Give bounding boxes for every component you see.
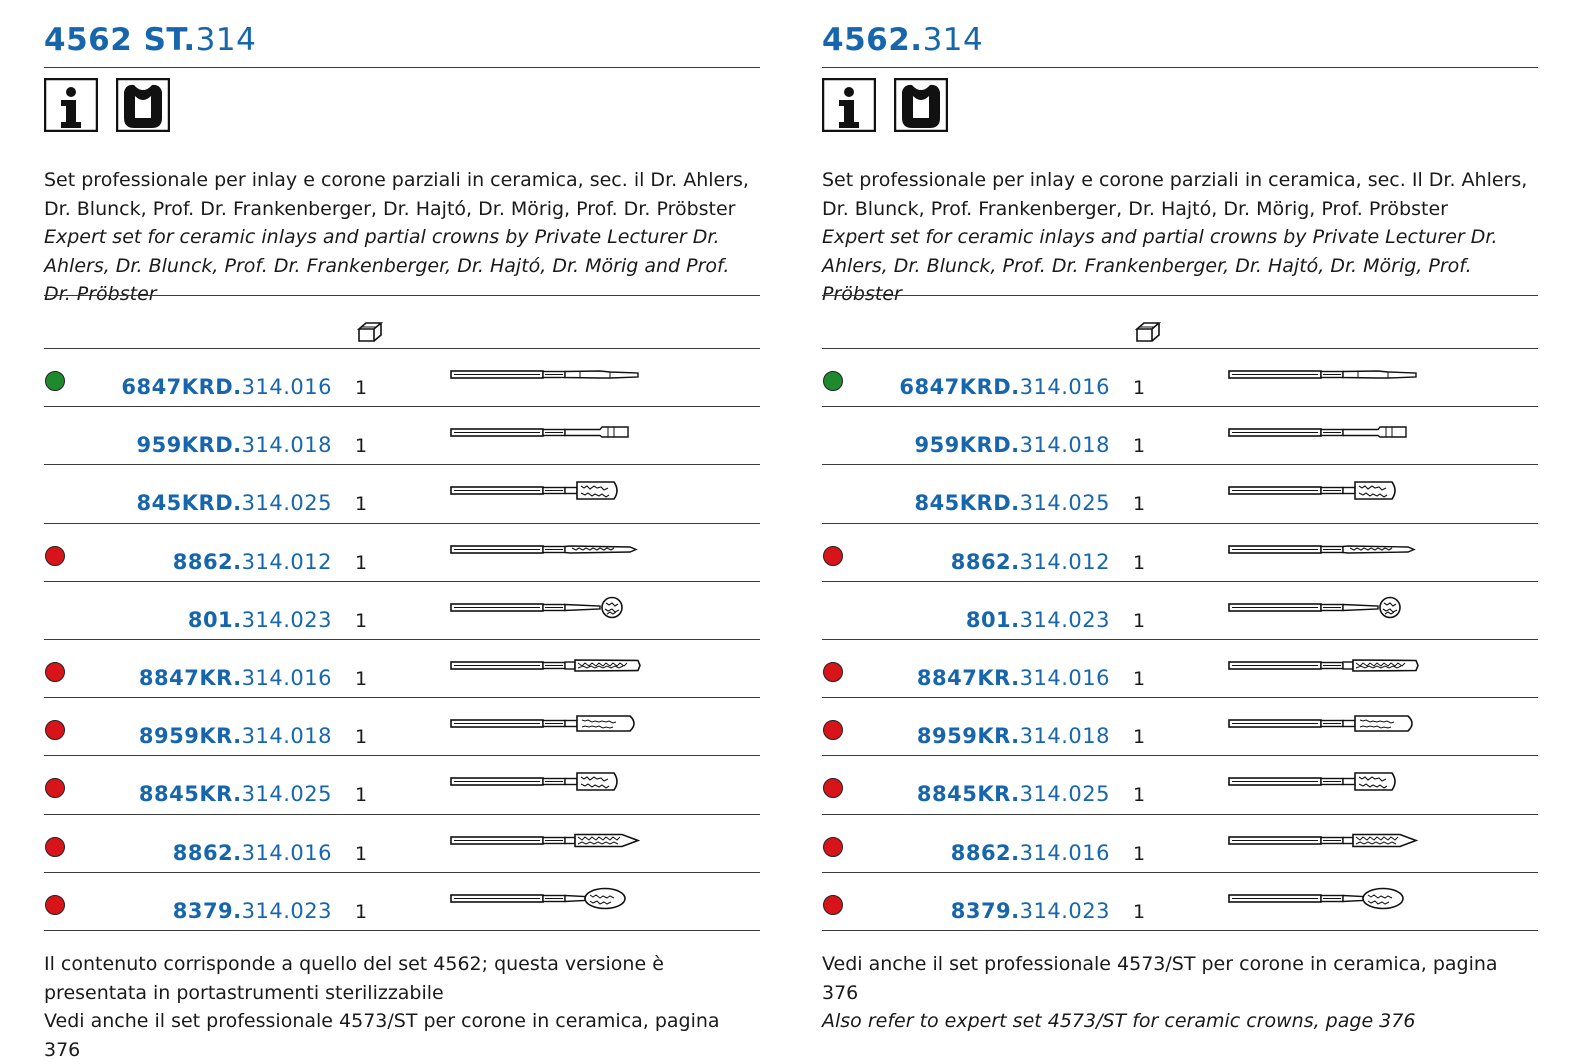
article-code-bold: 8862. — [172, 840, 242, 865]
green-status-dot — [823, 371, 843, 391]
article-code-rest: 314.012 — [1019, 549, 1110, 574]
quantity: 1 — [355, 551, 368, 574]
article-code-rest: 314.016 — [1019, 840, 1110, 865]
article-code — [136, 491, 332, 515]
article-code — [173, 841, 332, 865]
article-row — [822, 464, 1538, 522]
article-code-bold: 8847KR. — [916, 666, 1020, 690]
article-code — [914, 491, 1110, 515]
article-code — [917, 666, 1110, 690]
article-code — [173, 899, 332, 923]
footer-note-1: Vedi anche il set professionale 4573/ST per corone in ceramica, pagina 376 — [822, 953, 1498, 1004]
article-code-bold: 8379. — [950, 898, 1020, 923]
green-status-dot — [45, 371, 65, 391]
article-code-rest: 314.018 — [1019, 724, 1110, 749]
article-code-rest: 314.018 — [241, 433, 332, 458]
title-bold: 4562 ST. — [44, 22, 196, 58]
red-status-dot — [823, 720, 843, 740]
bur-drawing-icon — [450, 478, 642, 503]
red-status-dot — [823, 837, 843, 857]
article-code-bold: 801. — [965, 607, 1020, 632]
quantity: 1 — [1133, 668, 1146, 690]
article-code-rest: 314.016 — [1019, 666, 1110, 690]
bur-drawing-icon — [450, 420, 642, 445]
title-rest: 314 — [922, 22, 984, 58]
red-status-dot — [45, 546, 65, 566]
article-code — [917, 782, 1110, 806]
bur-drawing-icon — [450, 769, 642, 794]
quantity: 1 — [1133, 784, 1146, 807]
bur-drawing-icon — [450, 828, 642, 853]
article-code-rest: 314.023 — [241, 607, 332, 632]
footer-notes — [44, 950, 760, 1064]
quantity: 1 — [355, 435, 368, 458]
divider — [44, 930, 760, 931]
red-status-dot — [45, 837, 65, 857]
package-icon — [357, 321, 383, 343]
bur-drawing-icon — [1228, 362, 1420, 387]
title-bold: 4562. — [822, 22, 923, 58]
article-code — [188, 608, 332, 632]
article-code-rest: 314.018 — [1019, 433, 1110, 458]
article-code-bold: 801. — [187, 607, 242, 632]
quantity: 1 — [1133, 435, 1146, 458]
article-code — [914, 433, 1110, 457]
article-code — [951, 550, 1110, 574]
article-code-bold: 8862. — [950, 840, 1020, 865]
divider — [822, 67, 1538, 68]
article-code — [139, 666, 332, 690]
article-row — [44, 814, 760, 872]
article-row — [822, 348, 1538, 406]
article-code — [173, 550, 332, 574]
info-icon — [44, 78, 98, 132]
article-row — [44, 581, 760, 639]
quantity: 1 — [1133, 551, 1146, 574]
article-code — [951, 899, 1110, 923]
article-code-bold: 8847KR. — [138, 666, 242, 690]
article-row — [822, 755, 1538, 813]
quantity: 1 — [1133, 609, 1146, 632]
description — [822, 166, 1538, 309]
article-code — [899, 375, 1110, 399]
quantity: 1 — [355, 726, 368, 749]
article-row — [822, 523, 1538, 581]
article-code — [917, 724, 1110, 748]
bur-drawing-icon — [450, 362, 642, 387]
article-row — [44, 523, 760, 581]
bur-drawing-icon — [1228, 537, 1420, 562]
quantity: 1 — [355, 842, 368, 865]
product-title — [44, 22, 256, 58]
quantity: 1 — [355, 784, 368, 807]
tooth-crown-icon — [894, 78, 948, 132]
article-code-bold: 6847KRD. — [899, 375, 1020, 399]
article-code-bold: 8959KR. — [138, 724, 242, 749]
article-code — [951, 841, 1110, 865]
article-code — [139, 782, 332, 806]
article-code-bold: 8845KR. — [138, 782, 242, 807]
description-italian: Set professionale per inlay e corone parziali in ceramica, sec. il Dr. Ahlers, Dr. Blunck, Prof. Dr. Frankenberger, Dr. Hajtó, Dr. Mörig, Prof. Dr. Pröbster — [44, 169, 749, 220]
article-code-rest: 314.025 — [1019, 491, 1110, 516]
quantity: 1 — [1133, 842, 1146, 865]
article-row — [822, 406, 1538, 464]
quantity: 1 — [1133, 377, 1146, 399]
article-code-rest: 314.012 — [241, 549, 332, 574]
article-row — [44, 639, 760, 697]
tooth-crown-icon — [116, 78, 170, 132]
bur-drawing-icon — [1228, 769, 1420, 794]
divider — [822, 930, 1538, 931]
article-code-bold: 8862. — [172, 549, 242, 574]
article-row — [44, 755, 760, 813]
divider — [44, 295, 760, 296]
article-code-bold: 8845KR. — [916, 782, 1020, 807]
article-row — [44, 697, 760, 755]
title-rest: 314 — [195, 22, 257, 58]
product-title — [822, 22, 983, 58]
quantity: 1 — [355, 668, 368, 690]
bur-drawing-icon — [1228, 828, 1420, 853]
quantity: 1 — [355, 609, 368, 632]
bur-drawing-icon — [1228, 420, 1420, 445]
article-code-rest: 314.016 — [241, 375, 332, 399]
article-row — [822, 581, 1538, 639]
description-english: Expert set for ceramic inlays and partial crowns by Private Lecturer Dr. Ahlers, Dr. Blunck, Prof. Dr. Frankenberger, Dr. Hajtó, Dr. Mörig, Prof. Pröbster — [822, 226, 1498, 305]
article-row — [44, 872, 760, 930]
article-code — [139, 724, 332, 748]
article-row — [822, 639, 1538, 697]
red-status-dot — [823, 546, 843, 566]
article-code-rest: 314.016 — [1019, 375, 1110, 399]
red-status-dot — [45, 895, 65, 915]
package-icon — [1135, 321, 1161, 343]
article-row — [822, 814, 1538, 872]
article-code-rest: 314.016 — [241, 840, 332, 865]
bur-drawing-icon — [450, 886, 642, 911]
red-status-dot — [823, 778, 843, 798]
article-code-rest: 314.023 — [1019, 607, 1110, 632]
bur-drawing-icon — [450, 653, 642, 678]
article-code-bold: 8862. — [950, 549, 1020, 574]
red-status-dot — [45, 778, 65, 798]
red-status-dot — [823, 895, 843, 915]
quantity: 1 — [1133, 493, 1146, 516]
article-code-bold: 845KRD. — [914, 491, 1020, 516]
article-code — [121, 375, 332, 399]
article-code-rest: 314.025 — [1019, 782, 1110, 807]
article-code-rest: 314.016 — [241, 666, 332, 690]
red-status-dot — [45, 720, 65, 740]
article-row — [44, 406, 760, 464]
article-code-bold: 8959KR. — [916, 724, 1020, 749]
article-code-bold: 8379. — [172, 898, 242, 923]
article-code-rest: 314.023 — [1019, 898, 1110, 923]
footer-note-2: Also refer to expert set 4573/ST for ceramic crowns, page 376 — [822, 1010, 1416, 1032]
article-code-bold: 6847KRD. — [121, 375, 242, 399]
article-row — [44, 464, 760, 522]
description-english: Expert set for ceramic inlays and partial crowns by Private Lecturer Dr. Ahlers, Dr. Blunck, Prof. Dr. Frankenberger, Dr. Hajtó, Dr. Mörig and Prof. Dr. Pröbster — [44, 226, 730, 305]
bur-drawing-icon — [1228, 595, 1420, 620]
quantity: 1 — [1133, 726, 1146, 749]
article-code-rest: 314.018 — [241, 724, 332, 749]
divider — [822, 295, 1538, 296]
red-status-dot — [45, 662, 65, 682]
footer-notes — [822, 950, 1538, 1036]
article-code-rest: 314.025 — [241, 782, 332, 807]
article-code — [966, 608, 1110, 632]
article-row — [44, 348, 760, 406]
bur-drawing-icon — [450, 711, 642, 736]
article-code-rest: 314.023 — [241, 898, 332, 923]
article-code-bold: 959KRD. — [914, 433, 1020, 458]
article-code-bold: 845KRD. — [136, 491, 242, 516]
quantity: 1 — [1133, 900, 1146, 923]
bur-drawing-icon — [1228, 886, 1420, 911]
red-status-dot — [823, 662, 843, 682]
info-icon — [822, 78, 876, 132]
quantity: 1 — [355, 900, 368, 923]
article-code — [136, 433, 332, 457]
icon-bar — [44, 78, 183, 132]
article-row — [822, 697, 1538, 755]
footer-note-2: Vedi anche il set professionale 4573/ST per corone in ceramica, pagina 376 — [44, 1010, 720, 1061]
bur-drawing-icon — [450, 537, 642, 562]
bur-drawing-icon — [1228, 478, 1420, 503]
icon-bar — [822, 78, 961, 132]
description — [44, 166, 760, 309]
quantity: 1 — [355, 377, 368, 399]
divider — [44, 67, 760, 68]
article-code-rest: 314.025 — [241, 491, 332, 516]
bur-drawing-icon — [1228, 653, 1420, 678]
article-row — [822, 872, 1538, 930]
bur-drawing-icon — [1228, 711, 1420, 736]
article-code-bold: 959KRD. — [136, 433, 242, 458]
bur-drawing-icon — [450, 595, 642, 620]
description-italian: Set professionale per inlay e corone parziali in ceramica, sec. Il Dr. Ahlers, Dr. Blunck, Prof. Frankenberger, Dr. Hajtó, Dr. Mörig, Prof. Pröbster — [822, 169, 1528, 220]
quantity: 1 — [355, 493, 368, 516]
footer-note-1: Il contenuto corrisponde a quello del set 4562; questa versione è presentata in portastrumenti sterilizzabile — [44, 953, 664, 1004]
